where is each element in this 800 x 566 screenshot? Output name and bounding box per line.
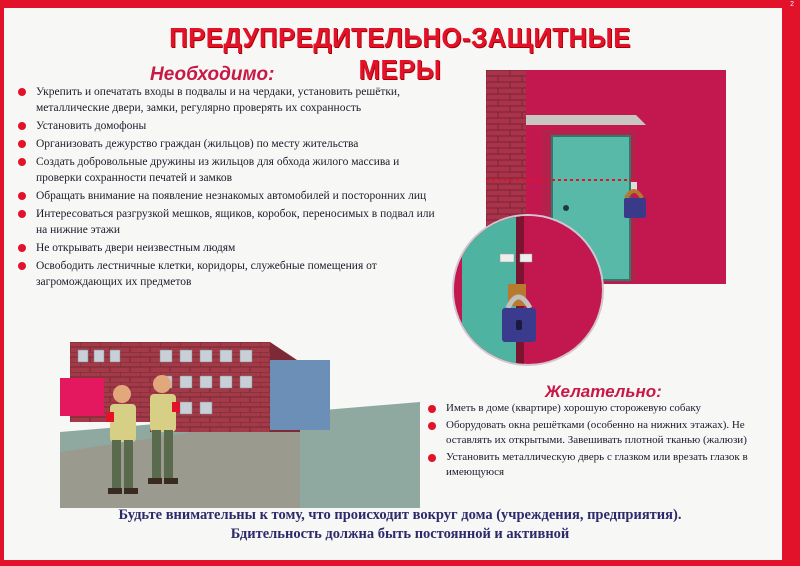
needed-item-text: Установить домофоны — [36, 120, 147, 132]
needed-item-text: Обращать внимание на появление незнакомых автомобилей и посторонних лиц — [36, 190, 427, 202]
needed-item — [14, 240, 444, 256]
frame-bottom — [0, 560, 800, 566]
needed-item — [14, 118, 444, 134]
bullet-icon — [428, 405, 436, 413]
page-number: 2 — [790, 1, 794, 8]
needed-list — [14, 84, 444, 292]
desirable-item — [424, 450, 774, 480]
needed-item-text: Не открывать двери неизвестным людям — [36, 242, 236, 254]
needed-heading: Необходимо: — [150, 64, 275, 85]
footer-line-1: Будьте внимательны к тому, что происходит вокруг дома (учреждения, предприятия). — [118, 507, 682, 523]
bullet-icon — [18, 158, 26, 166]
bullet-icon — [18, 244, 26, 252]
bullet-icon — [428, 454, 436, 462]
street-scene-svg — [60, 332, 420, 508]
bullet-icon — [18, 210, 26, 218]
needed-item-text: Организовать дежурство граждан (жильцов) по месту жительства — [36, 138, 359, 150]
frame-top — [0, 0, 800, 8]
needed-item-text: Интересоваться разгрузкой мешков, ящиков, коробок, переносимых в подвал или на нижние этажи — [36, 208, 435, 236]
frame-left — [0, 0, 4, 566]
bullet-icon — [18, 122, 26, 130]
needed-item-text: Укрепить и опечатать входы в подвалы и на чердаки, установить решётки, металлические двери, замки, регулярно проверять их сохранность — [36, 86, 400, 114]
desirable-list — [424, 401, 774, 482]
needed-item — [14, 136, 444, 152]
needed-item — [14, 258, 444, 290]
bullet-icon — [18, 88, 26, 96]
needed-item — [14, 154, 444, 186]
needed-item — [14, 206, 444, 238]
needed-item — [14, 84, 444, 116]
bullet-icon — [18, 262, 26, 270]
poster-title: ПРЕДУПРЕДИТЕЛЬНО-ЗАЩИТНЫЕ МЕРЫ — [169, 22, 631, 85]
bullet-icon — [428, 422, 436, 430]
padlock-closeup-illustration — [452, 214, 604, 366]
desirable-item-text: Оборудовать окна решётками (особенно на нижних этажах). Не оставлять их открытыми. Завешивать плотной тканью (жалюзи) — [446, 419, 747, 446]
bullet-icon — [18, 140, 26, 148]
padlock-closeup-svg — [454, 216, 602, 364]
desirable-item-text: Установить металлическую дверь с глазком или врезать глазок в имеющуюся — [446, 451, 748, 478]
needed-item — [14, 188, 444, 204]
footer-line-2: Бдительность должна быть постоянной и активной — [230, 526, 570, 542]
desirable-item-text: Иметь в доме (квартире) хорошую сторожевую собаку — [446, 402, 702, 414]
needed-item-text: Освободить лестничные клетки, коридоры, служебные помещения от загромождающих их предметов — [36, 260, 377, 288]
bullet-icon — [18, 192, 26, 200]
frame-right — [782, 0, 800, 566]
desirable-item — [424, 401, 774, 416]
desirable-item — [424, 418, 774, 448]
footer — [30, 506, 770, 544]
patrol-volunteers-illustration — [60, 332, 420, 508]
desirable-heading: Желательно: — [545, 382, 662, 401]
needed-item-text: Создать добровольные дружины из жильцов для обхода жилого массива и проверки сохранности печатей и замков — [36, 156, 400, 184]
